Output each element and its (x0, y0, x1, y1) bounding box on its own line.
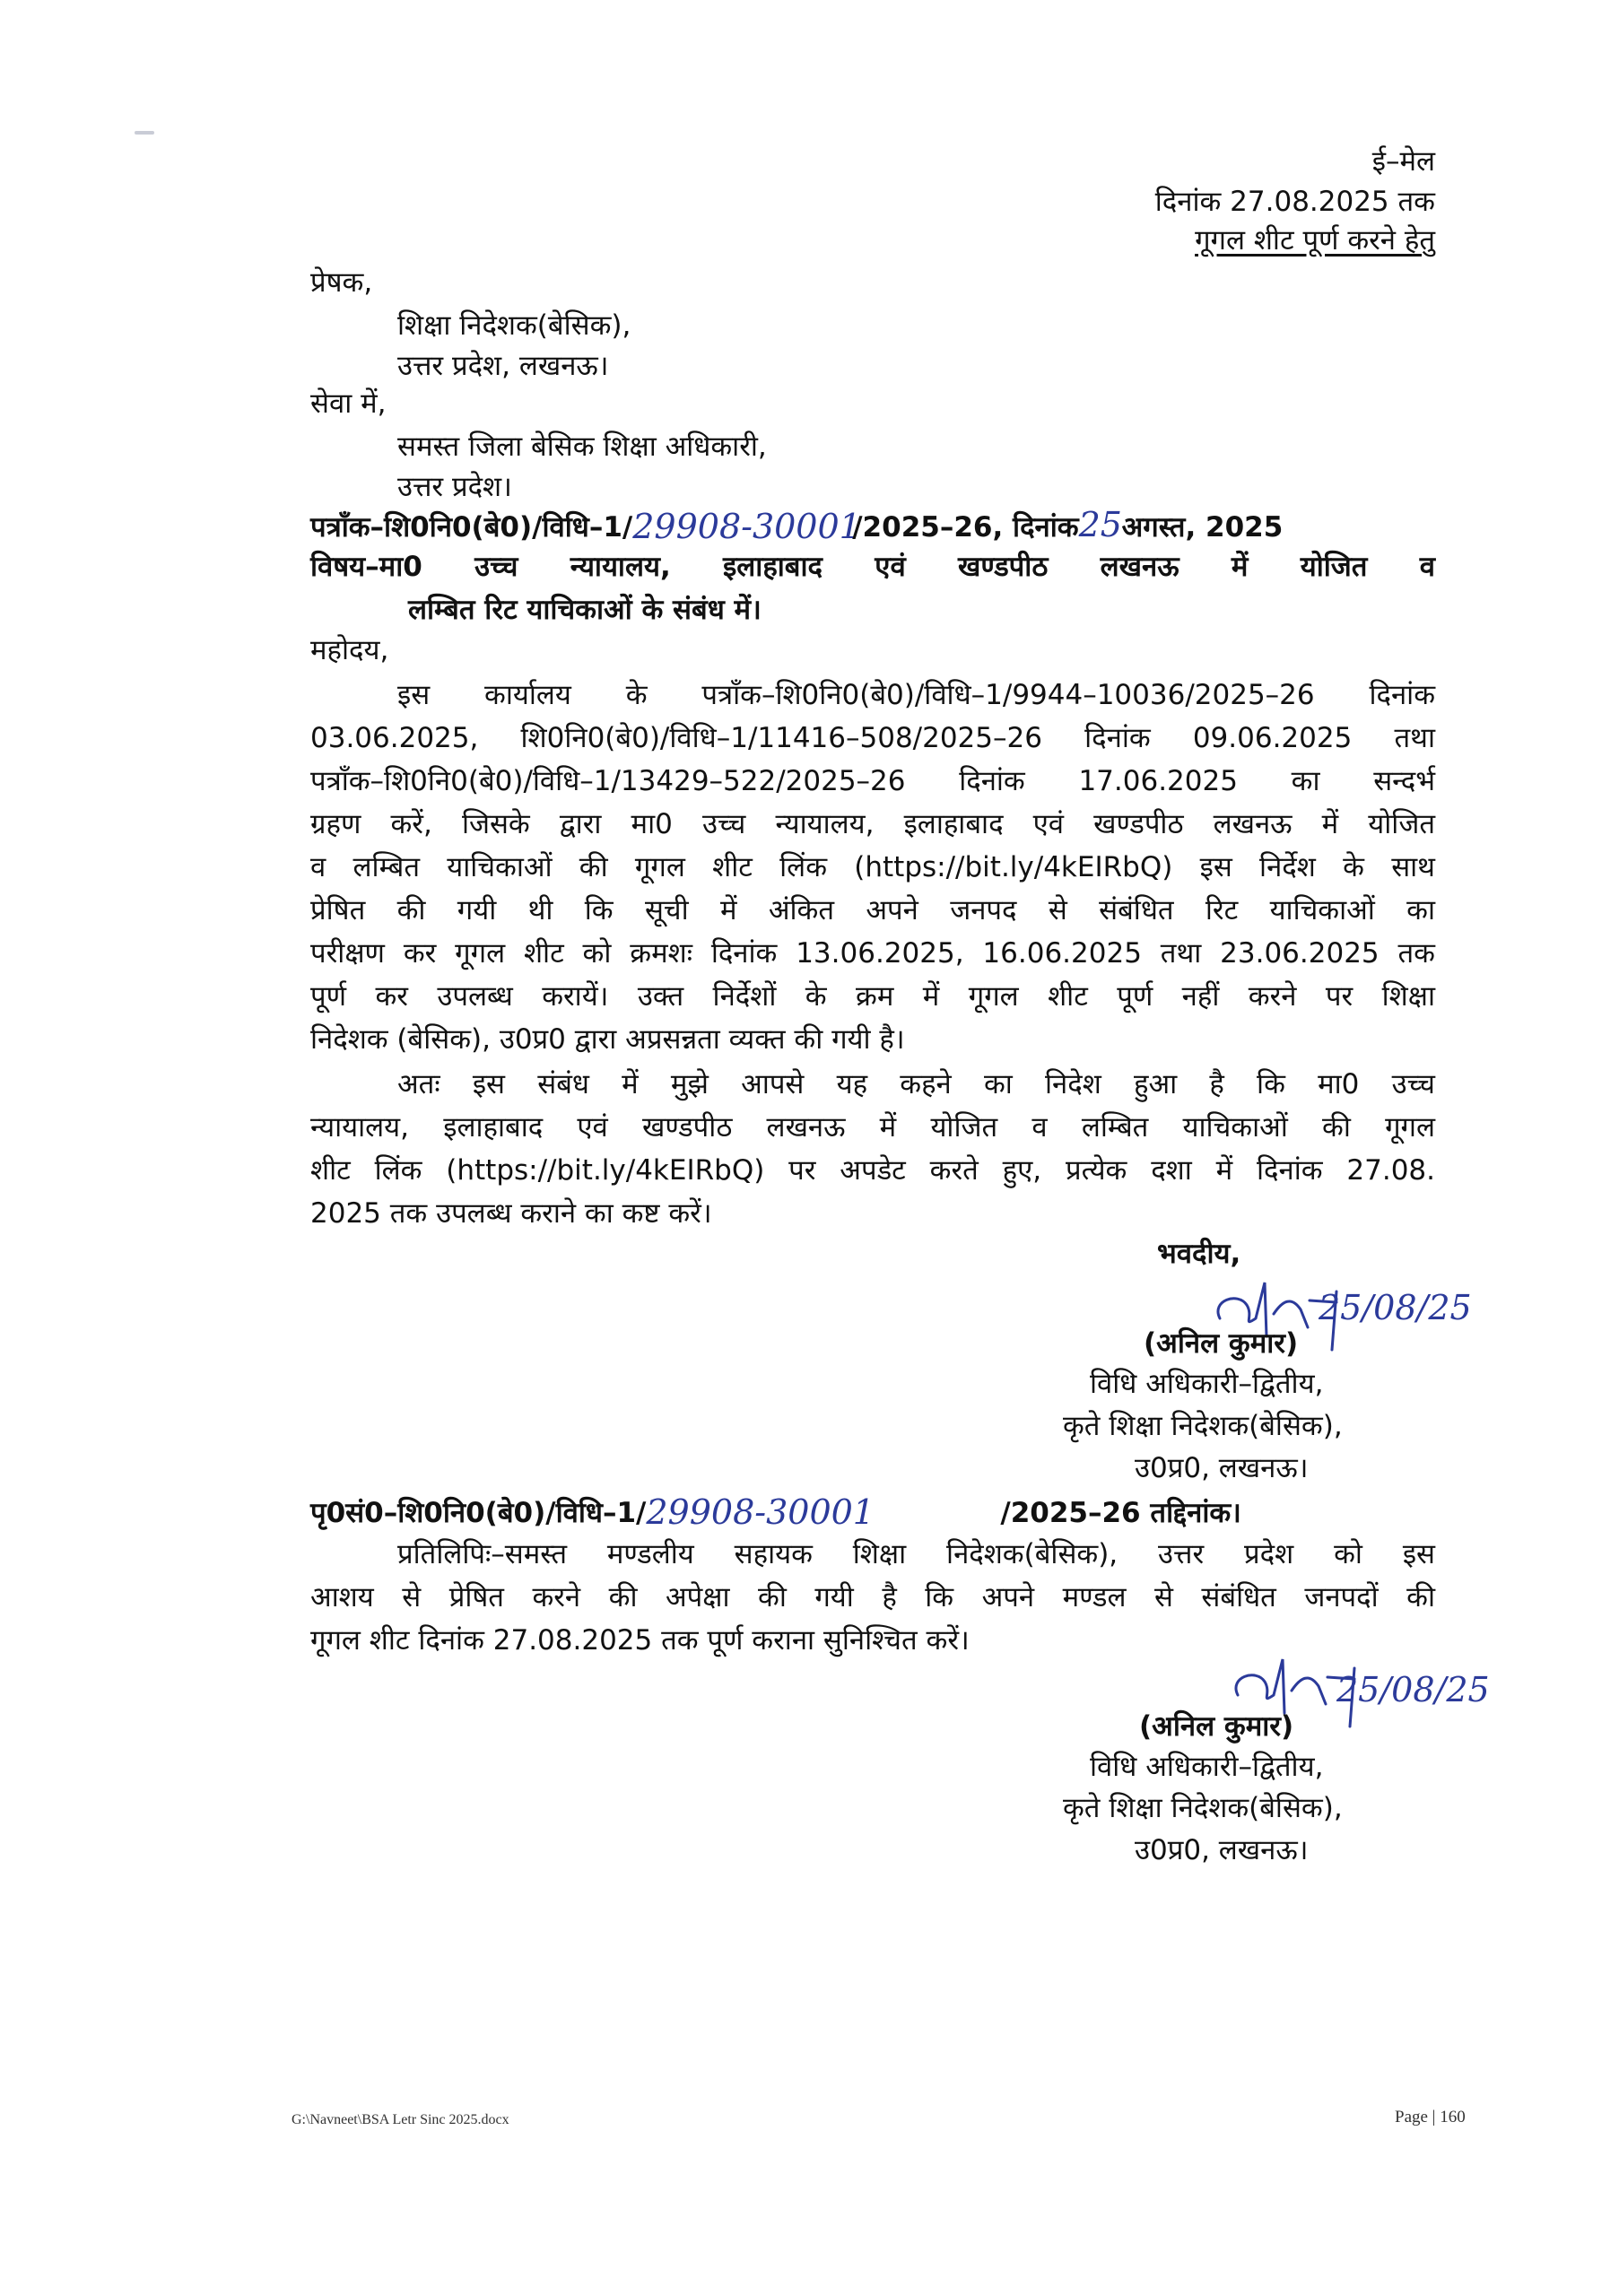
reference-line (310, 507, 1283, 545)
para2-line3: शीट लिंक (https://bit.ly/4kEIRbQ) पर अपडेट करते हुए, प्रत्येक दशा में दिनांक 27.08. (310, 1154, 1435, 1187)
para2-line4: 2025 तक उपलब्ध कराने का कष्ट करें। (310, 1197, 712, 1230)
para2-line1: अतः इस संबंध में मुझे आपसे यह कहने का निदेश हुआ है कि मा0 उच्च (397, 1068, 1435, 1100)
recipient-label: सेवा में, (310, 387, 387, 420)
reference-handwritten-number: 29908-30001 (632, 507, 861, 546)
closing: भवदीय, (1157, 1238, 1241, 1270)
para1-line9: निदेशक (बेसिक), उ0प्र0 द्वारा अप्रसन्नता व्यक्त की गयी है। (310, 1023, 905, 1056)
signature1-designation: विधि अधिकारी–द्वितीय, (1090, 1368, 1324, 1400)
sender-label: प्रेषक, (310, 266, 373, 299)
reference-handwritten-day: 25 (1078, 505, 1122, 544)
reference-suffix: अगस्त, 2025 (1121, 511, 1284, 544)
copy-reference-handwritten-number: 29908-30001 (646, 1492, 875, 1532)
copy-reference-line (310, 1494, 1241, 1531)
header-purpose: गूगल शीट पूर्ण करने हेतु (1195, 224, 1435, 257)
footer-page-number: Page | 160 (1395, 2108, 1466, 2126)
para1-line6: प्रेषित की गयी थी कि सूची में अंकित अपने जनपद से संबंधित रिट याचिकाओं का (310, 894, 1435, 926)
sender-line2: उत्तर प्रदेश, लखनऊ। (397, 350, 609, 382)
header-deadline: दिनांक 27.08.2025 तक (1154, 186, 1435, 218)
copy-body-line3: गूगल शीट दिनांक 27.08.2025 तक पूर्ण कराना सुनिश्चित करें। (310, 1624, 970, 1657)
para1-line8: पूर्ण कर उपलब्ध करायें। उक्त निर्देशों के क्रम में गूगल शीट पूर्ण नहीं करने पर शिक्षा (310, 980, 1435, 1013)
signature2-place: उ0प्र0, लखनऊ। (1135, 1834, 1309, 1866)
signature2-designation: विधि अधिकारी–द्वितीय, (1090, 1751, 1324, 1783)
signature1-name: (अनिल कुमार) (1144, 1327, 1299, 1360)
para1-line7: परीक्षण कर गूगल शीट को क्रमशः दिनांक 13.06.2025, 16.06.2025 तथा 23.06.2025 तक (310, 937, 1435, 970)
header-mode: ई–मेल (1371, 145, 1435, 178)
footer-file-path: G:\Navneet\BSA Letr Sinc 2025.docx (292, 2112, 509, 2127)
copy-reference-suffix: /2025–26 तद्दिनांक। (1000, 1497, 1241, 1529)
para2-line2: न्यायालय, इलाहाबाद एवं खण्डपीठ लखनऊ में योजित व लम्बित याचिकाओं की गूगल (310, 1111, 1435, 1144)
copy-body-line2: आशय से प्रेषित करने की अपेक्षा की गयी है कि अपने मण्डल से संबंधित जनपदों की (310, 1581, 1435, 1613)
signature1-on-behalf: कृते शिक्षा निदेशक(बेसिक), (1063, 1410, 1343, 1442)
signature2-handwritten-date: 25/08/25 (1336, 1670, 1490, 1709)
recipient-line2: उत्तर प्रदेश। (397, 471, 512, 503)
para1-line4: ग्रहण करें, जिसके द्वारा मा0 उच्च न्यायालय, इलाहाबाद एवं खण्डपीठ लखनऊ में योजित (310, 808, 1435, 840)
copy-reference-prefix: पृ0सं0–शि0नि0(बे0)/विधि–1/ (310, 1497, 647, 1529)
sender-line1: शिक्षा निदेशक(बेसिक), (397, 309, 631, 342)
reference-middle: /2025–26, दिनांक (852, 511, 1079, 544)
subject-line1: विषय–मा0 उच्च न्यायालय, इलाहाबाद एवं खण्डपीठ लखनऊ में योजित व (310, 551, 1435, 583)
recipient-line1: समस्त जिला बेसिक शिक्षा अधिकारी, (397, 430, 767, 463)
subject-line2: लम्बित रिट याचिकाओं के संबंध में। (408, 594, 762, 626)
para1-line1: इस कार्यालय के पत्रॉंक–शि0नि0(बे0)/विधि–1/9944–10036/2025–26 दिनांक (397, 679, 1435, 711)
signature2-on-behalf: कृते शिक्षा निदेशक(बेसिक), (1063, 1792, 1343, 1824)
para1-line5: व लम्बित याचिकाओं की गूगल शीट लिंक (https://bit.ly/4kEIRbQ) इस निर्देश के साथ (310, 851, 1435, 883)
signature2-name: (अनिल कुमार) (1139, 1710, 1294, 1743)
para1-line3: पत्रॉंक–शि0नि0(बे0)/विधि–1/13429–522/2025–26 दिनांक 17.06.2025 का सन्दर्भ (310, 765, 1435, 797)
para1-line2: 03.06.2025, शि0नि0(बे0)/विधि–1/11416–508/2025–26 दिनांक 09.06.2025 तथा (310, 722, 1435, 754)
reference-prefix: पत्रॉंक–शि0नि0(बे0)/विधि–1/ (310, 511, 633, 544)
salutation: महोदय, (310, 634, 389, 666)
scan-mark (135, 131, 154, 135)
signature1-handwritten-date: 25/08/25 (1319, 1288, 1472, 1327)
copy-body-line1: प्रतिलिपिः–समस्त मण्डलीय सहायक शिक्षा निदेशक(बेसिक), उत्तर प्रदेश को इस (397, 1538, 1435, 1570)
signature1-place: उ0प्र0, लखनऊ। (1135, 1452, 1309, 1484)
